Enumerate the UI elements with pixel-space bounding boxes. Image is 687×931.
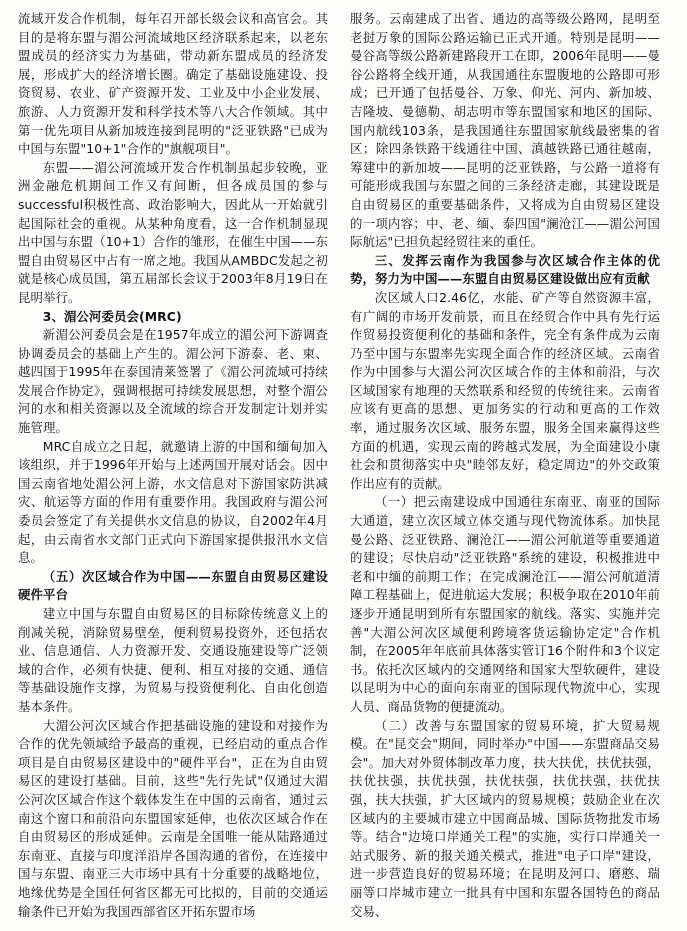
paragraph: （二）改善与东盟国家的贸易环境，扩大贸易规模。在"昆交会"期间，同时举办"中国——东盟商品交易会"。加大对外贸体制改革力度，扶大扶优，扶优扶强，扶优扶强，扶优扶强，扶优扶强，扶优扶强，扶优扶强，扶大扶强，扩大区域内的贸易规模；鼓励企业在次区域内的主要城市建立中国商品城、国际货物批发市场等。结合"边境口岸通关工程"的实施，实行口岸通关一站式服务、新的报关通关模式，推进"电子口岸"建设，进一步营造良好的贸易环境；在昆明及河口、磨憨、瑞丽等口岸城市建立一批具有中国和东盟各国特色的商品交易、 bbox=[350, 717, 660, 919]
paragraph: 服务。云南建成了出省、通边的高等级公路网，昆明至老挝万象的国际公路运输已正式开通。特别是昆明——曼谷高等级公路新建路段开工在即，2006年昆明——曼谷公路将全线开通，从我国通往东盟腹地的公路即可形成；已开通了包括曼谷、万象、仰光、河内、新加坡、吉隆坡、曼德勒、胡志明市等东盟国家和地区的国际、国内航线103条，是我国通往东盟国家航线最密集的省区；除四条铁路干线通往中国、滇越铁路已通往越南，筹建中的新加坡——昆明的泛亚铁路，与公路一道将有可能形成我国与东盟之间的三条经济走廊，其建设既是自由贸易区的重要基础条件，又将成为自由贸易区建设的一项内容；中、老、缅、泰四国"澜沧江——湄公河国际航运"已担负起经贸往来的重任。 bbox=[350, 11, 660, 250]
paragraph: 次区域人口2.46亿，水能、矿产等自然资源丰富，有广阔的市场开发前景，而且在经贸合作中具有先行运作贸易投资便利化的基础和条件，完全有条件成为云南乃至中国与东盟率先实现全面合作的经济区域。云南省作为中国参与大湄公河次区域合作的主体和前沿，与次区域国家有地理的天然联系和经贸的传统往来。云南省应该有更高的思想、更加务实的行动和更高的工作效率，通过服务次区域、服务东盟，服务全国来赢得这些方面的机遇，实现云南的跨越式发展，为全面建设小康社会和贯彻落实中央"睦邻友好，稳定周边"的外交政策作出应有的贡献。 bbox=[350, 289, 660, 491]
paragraph: （一）把云南建设成中国通往东南亚、南亚的国际大通道，建立次区域立体交通与现代物流体系。加快昆曼公路、泛亚铁路、澜沧江——湄公河航道等重要通道的建设；尽快启动"泛亚铁路"系统的建设，积极推进中老和中缅的前期工作；在完成澜沧江——湄公河航道清障工程基础上，促进航运大发展；积极争取在2010年前逐步开通昆明到所有东盟国家的航线。落实、实施并完善"大湄公河次区域便利跨境客货运输协定定"合作机制，在2005年年底前具体落实管订16个附件和3个议定书。依托次区域内的交通网络和国家大型软硬件，建设以昆明为中心的面向东南亚的国际现代物流中心，实现人员、商品货物的便捷流动。 bbox=[350, 494, 660, 714]
paragraph: 建立中国与东盟自由贸易区的目标除传统意义上的削减关税，消除贸易壁垒，便利贸易投资外，还包括农业、信息通信、人力资源开发、交通设施建设等广泛领域的合作，必须有快捷、便利、相互对接的交通、通信等基础设施作支撑，为贸易与投资便利化、自由化创造基本条件。 bbox=[18, 606, 328, 714]
left-column bbox=[18, 10, 328, 919]
paragraph: 新湄公河委员会是在1957年成立的湄公河下游调查协调委员会的基础上产生的。湄公河下游泰、老、柬、越四国于1995年在泰国清莱签署了《湄公河流域可持续发展合作协定》，强调根据可持续发展思想，对整个湄公河的水和相关资源以及全流域的综合开发制定计划并实施管理。 bbox=[18, 327, 328, 436]
section-heading: （五）次区域合作为中国——东盟自由贸易区建设硬件平台 bbox=[18, 568, 328, 603]
paragraph: 大湄公河次区域合作把基础设施的建设和对接作为合作的优先领域给予最高的重视，已经启动的重点合作项目是自由贸易区建设中的"硬件平台"，正在为自由贸易区的建设打基础。目前，这些"先行先试"仅通过大湄公河次区域合作这个载体发生在中国的云南省，通过云南这个窗口和前沿向东盟国家延伸，也依次区域合作在自由贸易区的形成延伸。云南是全国唯一能从陆路通过东南亚、直接与印度洋沿岸各国沟通的省份，在连接中国与东盟、南亚三大市场中具有十分重要的战略地位，地缘优势是全国任何省区都无可比拟的，目前的交通运输条件已开始为我国西部省区开拓东盟市场 bbox=[18, 717, 328, 919]
two-column-layout bbox=[18, 10, 669, 919]
paragraph: 东盟——湄公河流域开发合作机制虽起步较晚，亚洲金融危机期间工作又有间断，但各成员国的参与successful积极性高、政治影响大，因此从一开始就引起国际社会的重视。从某种角度看，这一合作机制显现出中国与东盟（10+1）合作的雏形，在催生中国——东盟自由贸易区中占有一席之地。我国从AMBDC发起之初就是核心成员国，第五届部长会议于2003年8月19日在昆明举行。 bbox=[18, 159, 328, 305]
paragraph: MRC自成立之日起，就邀请上游的中国和缅甸加入该组织，并于1996年开始与上述两国开展对话会。因中国云南省地处湄公河上游，水文信息对下游国家防洪减灾、航运等方面的作用有重要作用。我国政府与湄公河委员会签定了有关提供水文信息的协议，自2002年4月起，由云南省水文部门正式向下游国家提供报汛水文信息。 bbox=[18, 438, 328, 566]
section-heading: 3、湄公河委员会(MRC) bbox=[42, 308, 182, 324]
section-heading: 三、发挥云南作为我国参与次区域合作主体的优势，努力为中国——东盟自由贸易区建设做出应有贡献 bbox=[350, 252, 660, 287]
paragraph: 流域开发合作机制，每年召开部长级会议和高官会。其目的是将东盟与湄公河流域地区经济联系起来，以老东盟成员的经济实力为基础，带动新东盟成员的经济发展，形成扩大的经济增长圈。确定了基础设施建设、投资贸易、农业、矿产资源开发、工业及中小企业发展、旅游、人力资源开发和科学技术等八大合作领域。其中第一优先项目从新加坡连接到昆明的"泛亚铁路"已成为中国与东盟"10+1"合作的"旗舰项目"。 bbox=[18, 11, 328, 157]
right-column bbox=[350, 10, 660, 919]
